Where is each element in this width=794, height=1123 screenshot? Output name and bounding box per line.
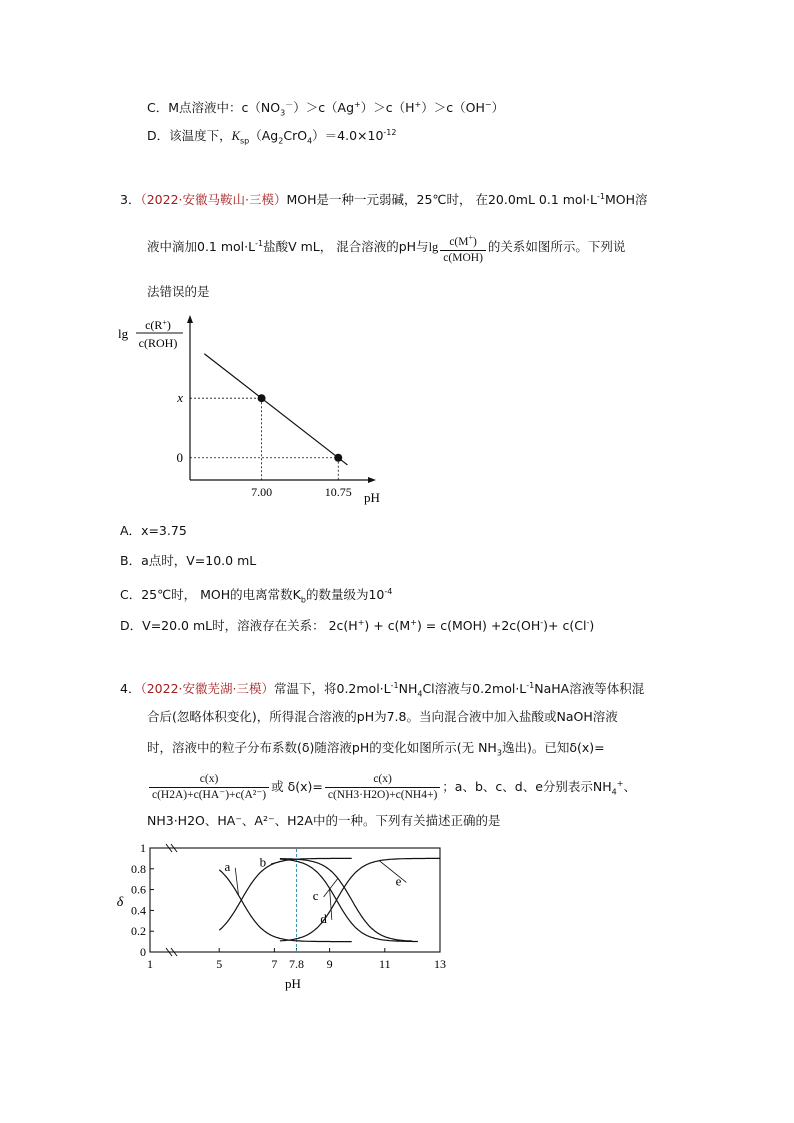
- q4-delta-fraction-2: $\frac{c(x)}{c(NH3\cdot H2O)+c(NH4+)}$: [325, 772, 440, 803]
- q4-chart: [110, 840, 460, 1000]
- q3-ylabel-den: c(ROH): [138, 336, 178, 350]
- q3-data-line: [204, 354, 347, 465]
- q4-curve-d: [280, 859, 418, 941]
- q3-ylabel-lg: lg: [118, 326, 129, 341]
- q4-stem-line2: 合后(忽略体积变化)，所得混合溶液的pH为7.8。当向混合液中加入盐酸或NaOH溶液: [147, 709, 618, 724]
- q3-option-b: B．a点时，V=10.0 mL: [120, 553, 257, 568]
- q4-series-label-c: c: [312, 888, 319, 903]
- q3-stem-line1: 3．（2022·安徽马鞍山·三模）MOH是一种一元弱碱，25℃时， 在20.0mL 0.1 $mol\cdot L^{-1}MOH$溶: [120, 192, 648, 208]
- q4-stem-line5: NH3·H2O、HA⁻、A²⁻、H2A中的一种。下列有关描述正确的是: [147, 813, 501, 828]
- q4-leader-d: [330, 888, 332, 920]
- q4-delta-fraction-1: $\frac{c(x)}{\text{c(H2A)+c(HA⁻)+c(A²⁻)}}$: [149, 772, 269, 803]
- q4-ytick-label: 0.2: [131, 924, 146, 939]
- q4-ytick-label: 0.4: [131, 903, 146, 918]
- q3-xtick-label: 7.00: [251, 485, 273, 499]
- q3-data-point: [258, 394, 266, 402]
- q3-ratio-fraction: $\frac{c(M^+)}{\text{c(MOH)}}$: [440, 230, 486, 266]
- q3-chart: [110, 310, 410, 510]
- q3-option-c: C．25℃时， MOH的电离常数$K_b$的数量级为$10^{-4}$: [120, 587, 393, 605]
- prev-option-c: C．M点溶液中：$c(NO_3^-)>c(Ag^+)>c(H^+)>c(OH^-)$: [147, 100, 505, 118]
- q3-ytick-label: 0: [176, 449, 183, 465]
- q4-xtick-label: 1: [147, 957, 153, 971]
- q3-x-arrow: [368, 477, 376, 483]
- q3-xtick-label: 10.75: [324, 485, 352, 499]
- prev-option-d: D．该温度下，$K_{sp}(Ag_2CrO_4)=4.0\times 10^{-12}$: [147, 128, 397, 146]
- q4-xtick-label: 9: [326, 957, 333, 971]
- q4-leader-e: [379, 861, 406, 883]
- q3-xlabel: pH: [364, 490, 380, 505]
- q4-leader-b: [271, 860, 285, 863]
- q4-stem-line4: $\frac{c(x)}{\text{c(H2A)+c(HA⁻)+c(A²⁻)}}$ 或 δ(x)= $\frac{c(x)}{c(NH3\cdot H2O)+c(NH4+)}$ ；a、b、c、d、e分别表示$NH_4^+$、: [147, 766, 636, 811]
- q4-stem-line3: 时，溶液中的粒子分布系数(δ)随溶液pH的变化如图所示(无 $NH_3$逸出)。已知δ(x)=: [147, 740, 605, 758]
- q3-option-a: A．x=3.75: [120, 523, 187, 538]
- q4-ylabel: δ: [116, 895, 124, 910]
- q3-ytick-label: x: [177, 390, 183, 406]
- q3-ylabel-num: c(R+): [145, 318, 171, 332]
- q3-data-point: [334, 454, 342, 462]
- q3-ylabel: [118, 318, 183, 350]
- q4-series-label-b: b: [259, 854, 267, 870]
- q4-curve-a: [219, 870, 352, 942]
- q4-curve-e: [280, 858, 440, 941]
- q4-leader-c: [324, 878, 338, 897]
- q4-series-label-a: a: [224, 858, 231, 874]
- q4-xtick-label: 7.8: [288, 957, 304, 971]
- q4-axis-break: [166, 844, 177, 956]
- q3-option-d: D．V=20.0 mL时，溶液存在关系： 2c(H+) + c(M+) = c(MOH) +2c(OH-)+ c(Cl-): [120, 618, 595, 634]
- q4-stem-line1: 4．（2022·安徽芜湖·三模）常温下，将$0.2mol\cdot L^{-1}NH_4Cl$溶液与$0.2mol\cdot L^{-1}NaHA$溶液等体积混: [120, 681, 645, 699]
- q4-series-label-d: d: [320, 910, 327, 926]
- q4-ytick-label: 0: [140, 945, 146, 959]
- q4-xlabel: pH: [285, 976, 301, 991]
- q4-ytick-label: 1: [140, 841, 146, 855]
- q4-plot-frame: [150, 848, 440, 952]
- q3-stem-line3: 法错误的是: [147, 284, 210, 299]
- q4-xtick-label: 13: [434, 957, 446, 971]
- q4-ytick-label: 0.8: [131, 861, 146, 876]
- q3-stem-line2: 液中滴加0.1 $mol\cdot L^{-1}$盐酸V mL， 混合溶液的pH与lg $\frac{c(M^+)}{\text{c(MOH)}}$ 的关系如图所示。下列说: [147, 226, 625, 266]
- q4-xtick-label: 7: [271, 957, 278, 971]
- q3-y-arrow: [187, 315, 193, 323]
- q4-source: 2022·安徽芜湖·三模: [146, 681, 262, 697]
- q4-ytick-label: 0.6: [131, 882, 146, 897]
- q4-xtick-label: 5: [216, 957, 223, 971]
- q3-source: 2022·安徽马鞍山·三模: [146, 192, 274, 208]
- q4-series-label-e: e: [395, 873, 402, 889]
- q4-xtick-label: 11: [379, 957, 391, 971]
